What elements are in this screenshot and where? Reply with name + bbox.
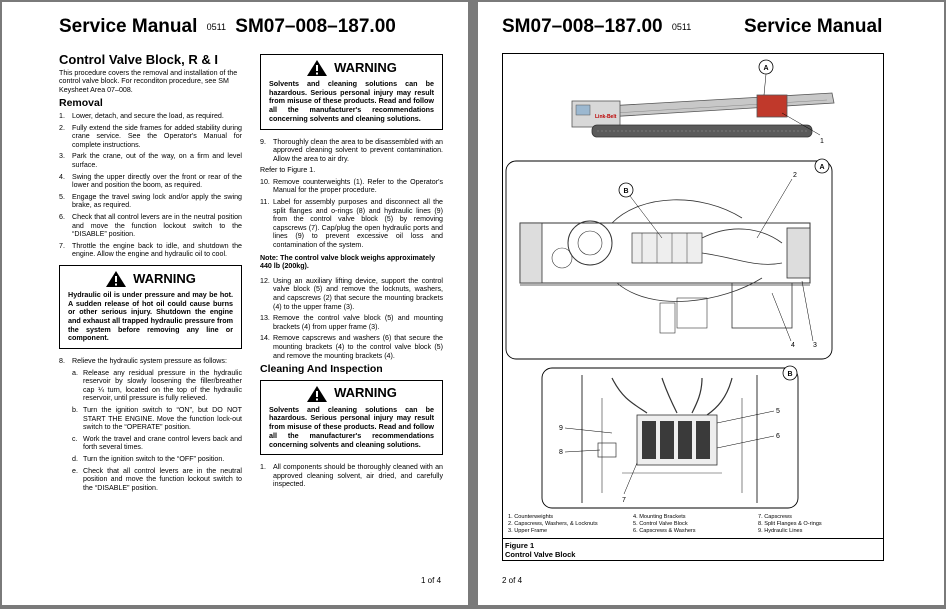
callout-1: 1 — [820, 138, 824, 145]
substep-item — [72, 406, 242, 432]
figure-legend — [508, 514, 878, 535]
legend-item: 3. Upper Frame — [508, 528, 548, 534]
substep-item — [72, 435, 242, 452]
step-number: 5. — [59, 192, 65, 201]
section-title: Control Valve Block, R & I — [59, 52, 218, 67]
step-item — [260, 178, 443, 195]
substep-item — [72, 369, 242, 403]
figure-caption-bar — [502, 538, 884, 561]
right-column — [260, 52, 443, 492]
revision-code: 0511 — [206, 21, 226, 32]
step-number: d. — [72, 455, 78, 464]
manual-title: Service Manual — [59, 16, 198, 37]
removal-steps-final — [260, 277, 443, 360]
step-item — [59, 112, 242, 121]
legend-item: 5. Control Valve Block — [633, 521, 688, 527]
step-item — [260, 334, 443, 360]
step-item — [260, 198, 443, 250]
warning-text: Solvents and cleaning solutions can be hazardous. Serious personal injury may result from misuse of these products. Read and follow all the manufacturer's recommendations concerning solvents and cleaning solutions. — [269, 79, 434, 123]
step-item — [59, 152, 242, 169]
page-number: 2 of 4 — [502, 576, 523, 585]
removal-steps — [59, 112, 242, 259]
warning-triangle-icon — [105, 270, 127, 288]
step-number: 11. — [260, 198, 270, 207]
step-item — [59, 213, 242, 239]
step-item — [260, 314, 443, 331]
callout-8: 8 — [559, 449, 563, 456]
step-number: 1. — [59, 111, 65, 120]
legend-item: 4. Mounting Brackets — [633, 514, 686, 520]
callout-b-label: B — [623, 188, 629, 195]
warning-triangle-icon — [306, 385, 328, 403]
callout-5: 5 — [776, 408, 780, 415]
step-text: Using an auxiliary lifting device, support the control valve block (5) and remove the locknuts, washers, and capscrews (2) that secure the mounting brackets (4) to the upper frame (3). — [273, 276, 443, 311]
step-number: 7. — [59, 241, 65, 250]
page-left — [2, 2, 468, 605]
warning-box-cleaning — [260, 380, 443, 456]
legend-item: 7. Capscrews — [758, 514, 792, 520]
removal-steps-continued — [260, 178, 443, 250]
warning-triangle-icon — [306, 59, 328, 77]
step-number: c. — [72, 434, 78, 443]
warning-title: WARNING — [269, 59, 434, 77]
revision-code: 0511 — [671, 21, 692, 32]
callout-9: 9 — [559, 425, 563, 432]
cleaning-step-1: 1. All components should be thoroughly cleaned with an approved cleaning solvent, air dried, and carefully inspected. — [260, 463, 443, 489]
step-item — [59, 193, 242, 210]
callout-2: 2 — [793, 172, 797, 179]
step-text: Remove the control valve block (5) and mounting brackets (4) from upper frame (3). — [273, 314, 443, 331]
step-item — [59, 242, 242, 259]
intro-paragraph: This procedure covers the removal and installation of the control valve block. For reconditon procedure, see SM Keysheet Area 07–008. — [59, 68, 238, 94]
step-text: Remove counterweights (1). Refer to the Operator's Manual for the proper procedure. — [273, 177, 443, 195]
legend-item: 8. Split Flanges & O-rings — [758, 521, 822, 527]
step-text: Label for assembly purposes and disconnect all the split flanges and o-rings (8) and hydraulic lines (9) from the control valve block (5) by removing capscrews (7). Cap/plug the open hydraulic ports and lines (9) to prevent excessive oil loss and contamination of the system. — [273, 198, 443, 250]
warning-text: Solvents and cleaning solutions can be hazardous. Serious personal injury may result from misuse of these products. Read and follow all the manufacturer's recommendations concerning solvents and cleaning solutions. — [269, 404, 434, 449]
page-number: 1 of 4 — [421, 576, 442, 585]
step-8: 8. Relieve the hydraulic system pressure as follows: — [59, 357, 227, 366]
left-column — [59, 52, 242, 495]
substep-item — [72, 467, 242, 493]
callout-a-detail-label: A — [819, 164, 825, 171]
step-number: 12. — [260, 276, 270, 285]
crane-overview — [572, 60, 834, 145]
step-text: Lower, detach, and secure the load, as required. — [72, 111, 224, 120]
page-header — [59, 16, 396, 38]
removal-heading: Removal — [59, 97, 103, 110]
document-number: SM07–008–187.00 — [235, 16, 396, 37]
page-right — [478, 2, 944, 605]
step-number: 10. — [260, 177, 270, 186]
callout-6: 6 — [776, 433, 780, 440]
valve-block-drawing — [632, 233, 702, 263]
crane-brand-text: Link-Belt — [595, 114, 617, 120]
cleaning-heading: Cleaning And Inspection — [260, 363, 383, 376]
step-text: Engage the travel swing lock and/or apply the swing brake, as required. — [72, 192, 242, 210]
step-number: b. — [72, 406, 78, 415]
callout-a-label: A — [763, 65, 769, 72]
step-text: Swing the upper directly over the front or rear of the lower and position the boom, as required. — [72, 172, 242, 190]
figure-label: Figure 1 — [505, 541, 535, 550]
warning-title: WARNING — [68, 270, 233, 288]
step-text: Turn the ignition switch to the “OFF” position. — [83, 455, 225, 464]
figure-reference: Refer to Figure 1. — [260, 166, 316, 175]
warning-box-hydraulic — [59, 265, 242, 349]
step-number: 3. — [59, 152, 65, 161]
warning-title: WARNING — [269, 385, 434, 403]
step-item — [59, 124, 242, 150]
warning-box-solvents — [260, 54, 443, 130]
pressure-relief-substeps — [59, 369, 242, 493]
callout-b-detail-label: B — [787, 371, 793, 378]
manual-title: Service Manual — [744, 16, 883, 37]
step-number: 4. — [59, 172, 65, 181]
step-text: Check that all control levers are in the neutral position and move the function lockout switch to the “DISABLE” position. — [83, 466, 242, 492]
step-9: 9. Thoroughly clean the area to be disassembled with an approved cleaning solvent to prevent contamination. Allow the area to air dry. — [260, 137, 443, 163]
step-item — [260, 277, 443, 311]
step-text: Turn the ignition switch to “ON”, but DO NOT START THE ENGINE. Move the function lock-out switch to the “OPERATE” position. — [83, 406, 242, 432]
legend-item: 1. Counterweights — [508, 514, 554, 520]
callout-3: 3 — [813, 342, 817, 349]
detail-b-frame — [542, 366, 798, 508]
step-text: Fully extend the side frames for added stability during crane service. See the Operator's Manual for complete instructions. — [72, 123, 242, 149]
step-number: a. — [72, 368, 78, 377]
document-number: SM07–008–187.00 — [502, 16, 663, 37]
callout-4: 4 — [791, 342, 795, 349]
counterweight-red — [757, 95, 787, 117]
detail-a-frame — [506, 159, 832, 359]
step-number: 14. — [260, 334, 270, 343]
weight-note: Note: The control valve block weighs approximately 440 lb (200kg). — [260, 253, 436, 271]
figure-caption: Control Valve Block — [505, 550, 576, 559]
step-text: Release any residual pressure in the hydraulic reservoir by slowly loosening the filler/breather cap ¼ turn, located on the top of the hydraulic reservoir, until pressure is fully relieved. — [83, 368, 242, 403]
step-number: 6. — [59, 212, 65, 221]
substep-item — [72, 455, 242, 464]
step-text: Work the travel and crane control levers back and forth several times. — [83, 434, 242, 452]
step-number: 13. — [260, 314, 270, 323]
step-text: Check that all control levers are in the neutral position and move the function lockout switch to the “DISABLE” position. — [72, 212, 242, 239]
step-number: 2. — [59, 123, 65, 132]
step-text: Throttle the engine back to idle, and shutdown the engine. Allow the engine and hydraulic oil to cool. — [72, 241, 242, 259]
page-header — [502, 16, 695, 38]
legend-item: 9. Hydraulic Lines — [758, 528, 803, 534]
legend-item: 6. Capscrews & Washers — [633, 528, 696, 534]
step-text: Park the crane, out of the way, on a firm and level surface. — [72, 152, 242, 169]
callout-7: 7 — [622, 497, 626, 504]
step-text: Remove capscrews and washers (6) that secure the mounting brackets (4) to the control valve block (5) and remove the mounting brackets (4). — [273, 334, 443, 360]
step-number: e. — [72, 466, 78, 475]
step-item — [59, 173, 242, 190]
legend-item: 2. Capscrews, Washers, & Locknuts — [508, 521, 598, 527]
figure-illustration — [502, 53, 884, 561]
warning-text: Hydraulic oil is under pressure and may be hot. A sudden release of hot oil could cause burns or other serious injury. Shutdown the engine and exhaust all trapped hydraulic pressure from the system before removing any line or component. — [68, 289, 233, 343]
